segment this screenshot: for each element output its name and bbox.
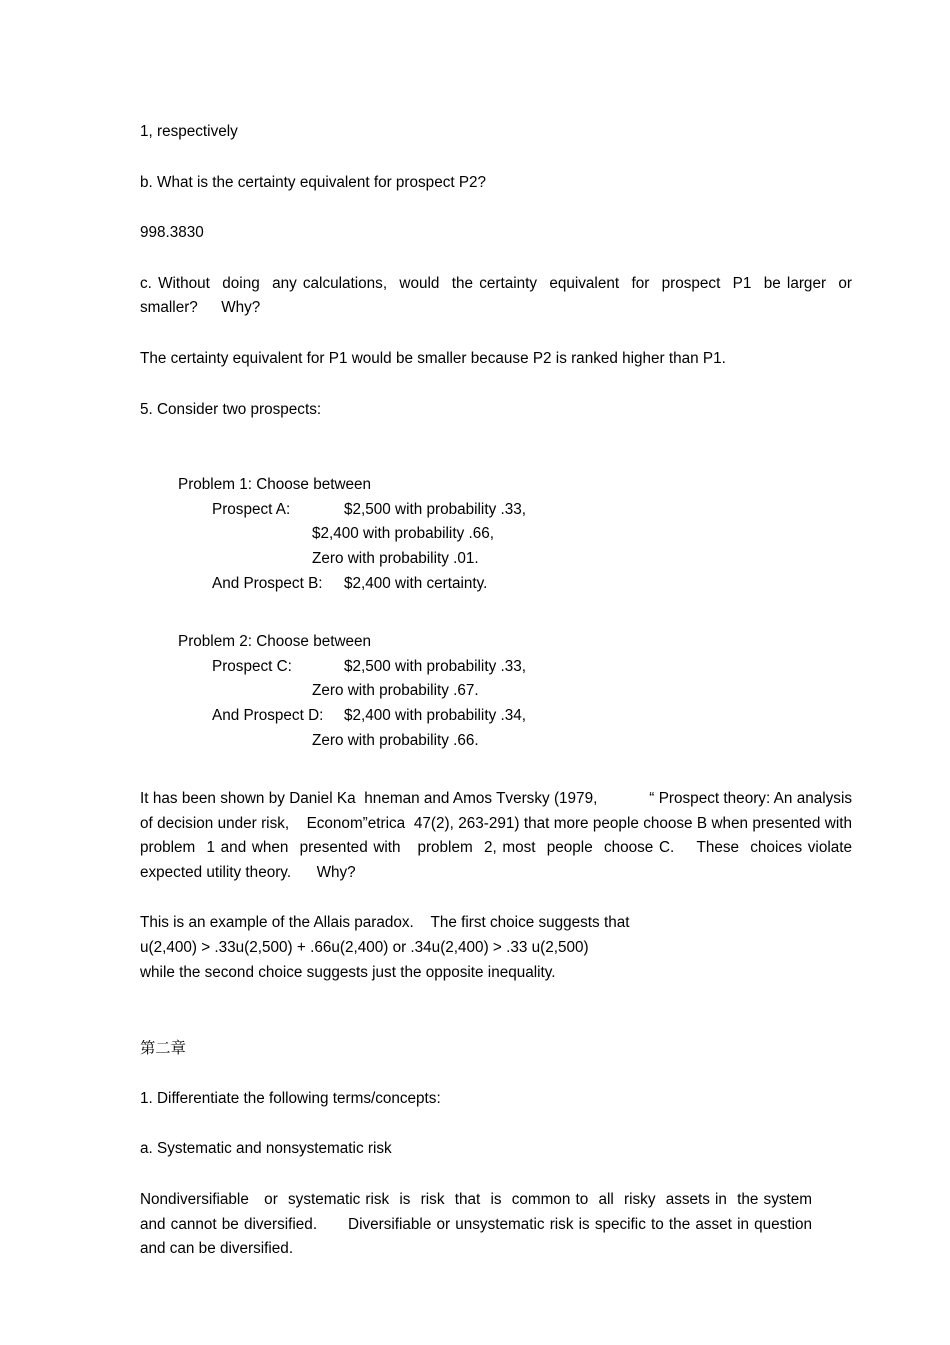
prospect-label-c: Prospect C:: [212, 657, 292, 675]
page-content: [140, 120, 861, 1288]
question-b: b. What is the certainty equivalent for prospect P2?: [140, 173, 487, 191]
problem-1-heading: Problem 1: Choose between: [178, 476, 372, 494]
prospect-label-b: And Prospect B:: [212, 574, 323, 592]
spacer: [140, 753, 852, 787]
prospect-value-b: $2,400 with certainty.: [344, 574, 488, 592]
answer-fragment-1: 1, respectively: [140, 123, 238, 140]
prospect-value-a: $2,500 with probability .33,: [344, 500, 526, 518]
question-c: c. Without doing any calculations, would the certainty equivalent for prospect P1 be larger or smaller? Why?: [140, 274, 858, 317]
answer-1a: Nondiversifiable or systematic risk is risk that is common to all risky assets in the system and cannot be diversified. Diversifiable or unsystematic risk is specific to the asset in question and can be diversified.: [140, 1191, 821, 1258]
problem-2-row-c: [212, 655, 852, 680]
allais-line-3: while the second choice suggests just the opposite inequality.: [140, 963, 556, 981]
problem-1-block: [140, 473, 852, 596]
prospect-label-d: And Prospect D:: [212, 706, 324, 724]
problem-2-heading: Problem 2: Choose between: [178, 633, 372, 651]
answer-c: The certainty equivalent for P1 would be smaller because P2 is ranked higher than P1.: [140, 349, 726, 367]
problem-2-row-d2: Zero with probability .66.: [312, 731, 479, 749]
prospect-value-d: $2,400 with probability .34,: [344, 706, 526, 724]
problem-1-row-a3: Zero with probability .01.: [312, 549, 479, 567]
tversky-citation-paragraph: It has been shown by Daniel Ka hneman and Amos Tversky (1979, “ Prospect theory: An analysis of decision under risk, Econom”etrica 47(2), 263-291) that more people choose B when presented with problem 1 and when presented with problem 2, most people choose C. These choices violate expected utility theory. Why?: [140, 790, 861, 881]
prospect-value-c: $2,500 with probability .33,: [344, 657, 526, 675]
problem-1-row-a: [212, 498, 852, 523]
chapter-heading: 第二章: [140, 1039, 186, 1058]
question-1a: a. Systematic and nonsystematic risk: [140, 1140, 392, 1158]
problem-2-row-d: [212, 704, 852, 729]
problem-1-row-b: [212, 572, 852, 597]
spacer: [140, 1011, 852, 1036]
allais-answer-block: [140, 911, 852, 985]
problem-1-row-a2: $2,400 with probability .66,: [312, 525, 494, 543]
allais-line-1: This is an example of the Allais paradox. The first choice suggests that: [140, 914, 630, 932]
prospect-label-a: Prospect A:: [212, 500, 291, 518]
answer-b-value: 998.3830: [140, 224, 204, 242]
problem-2-block: [140, 630, 852, 753]
spacer: [140, 448, 852, 473]
question-1: 1. Differentiate the following terms/concepts:: [140, 1089, 441, 1107]
allais-line-2: u(2,400) > .33u(2,500) + .66u(2,400) or .34u(2,400) > .33 u(2,500): [140, 939, 589, 957]
problem-2-row-c2: Zero with probability .67.: [312, 682, 479, 700]
question-5-intro: 5. Consider two prospects:: [140, 400, 322, 418]
spacer: [140, 596, 852, 630]
